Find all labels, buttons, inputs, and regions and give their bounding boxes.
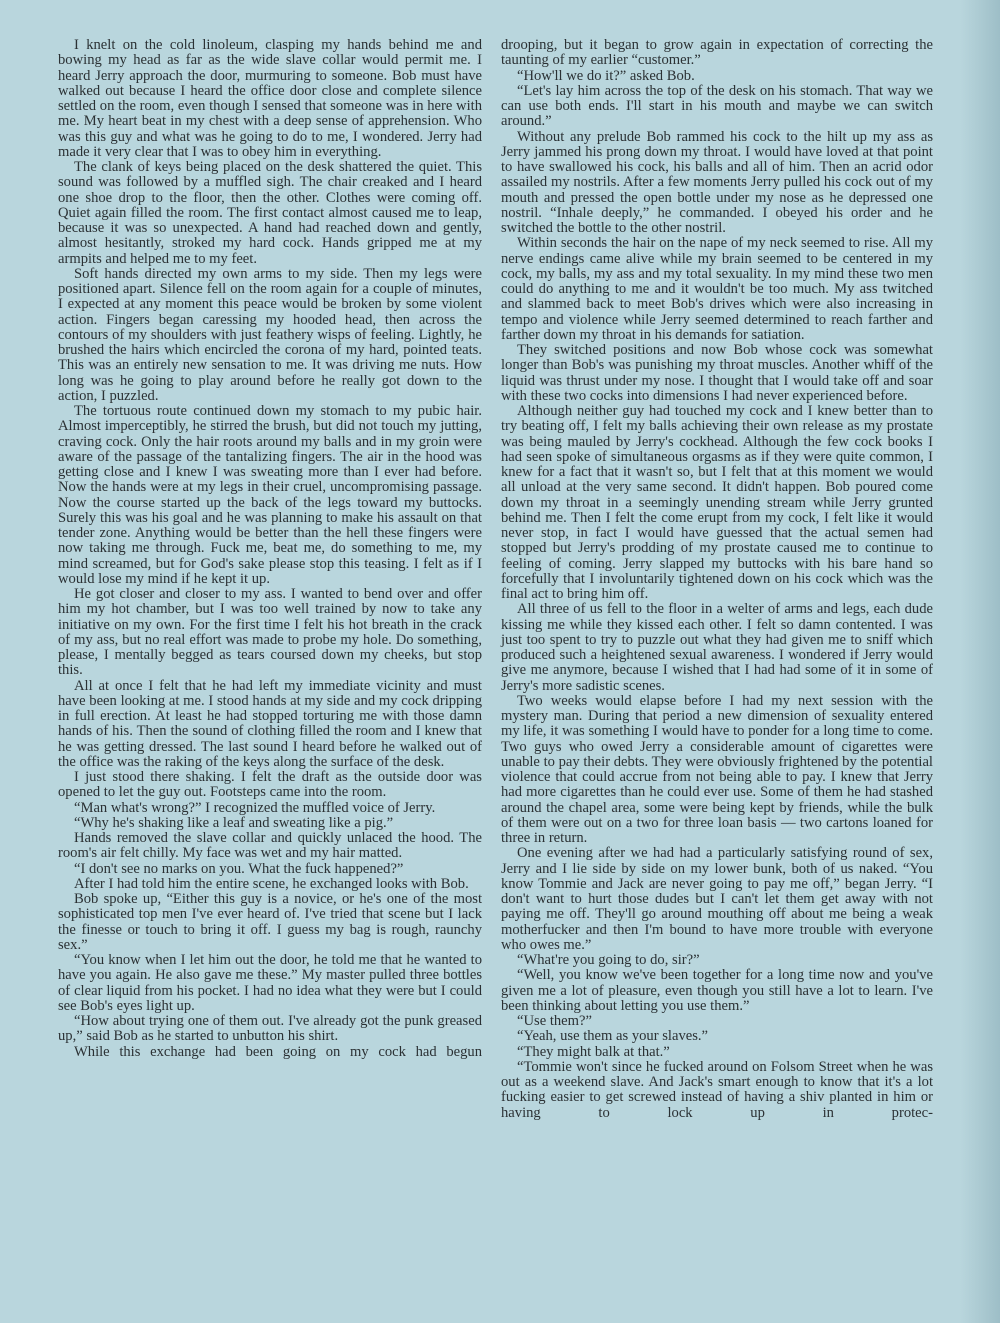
paragraph: “What're you going to do, sir?” <box>517 952 700 968</box>
paragraph: After I had told him the entire scene, he exchanged looks with Bob. <box>74 875 469 892</box>
paragraph: Within seconds the hair on the nape of my neck seemed to rise. All my nerve endings came alive while my brain seemed to be centered in my cock, my balls, my ass and my total sexuality. In my mind these two men could do anything to me and it wouldn't be too much. My ass twitched and slammed back to meet Bob's drives which were also increasing in tempo and violence while Jerry seemed determined to reach farther and farther down my throat in his demands for satiation. <box>501 235 933 343</box>
paragraph: “Man what's wrong?” I recognized the muffled voice of Jerry. <box>74 799 436 816</box>
paragraph: They switched positions and now Bob whose cock was somewhat longer than Bob's was punishing my throat muscles. Another whiff of the liquid was thrust under my nose. I thought that I would take off and soar with these two cocks into dimensions I had never experienced before. <box>501 342 933 404</box>
page-edge-shadow <box>960 0 1000 1323</box>
paragraph: The tortuous route continued down my stomach to my pubic hair. Almost imperceptibly, he stirred the brush, but did not touch my jutting, craving cock. Only the hair roots around my balls and in my groin were aware of the passage of the tantalizing fingers. The air in the hood was getting close and I knew I was sweating more than I ever had before. Now the hands were at my legs in their cruel, uncompromising passage. Now the course started up the back of the legs toward my buttocks. Surely this was his goal and he was planning to make his assault on that tender zone. Anything would be better than the hell these fingers were now taking me through. Fuck me, beat me, do something to me, my mind screamed, but for God's sake please stop this teasing. I felt as if I would lose my mind if he kept it up. <box>58 403 482 587</box>
paragraph: “You know when I let him out the door, he told me that he wanted to have you again. He also gave me these.” My master pulled three bottles of clear liquid from his pocket. I had no idea what they were but I could see Bob's eyes light up. <box>58 952 482 1014</box>
right-text-column <box>501 38 933 1121</box>
paragraph: “They might balk at that.” <box>517 1043 670 1060</box>
paragraph: Bob spoke up, “Either this guy is a novice, or he's one of the most sophisticated top men I've ever heard of. I've tried that scene but I lack the finesse or touch to bring it off. I guess my bag is rough, raunchy sex.” <box>58 891 482 953</box>
paragraph: He got closer and closer to my ass. I wanted to bend over and offer him my hot chamber, but I was too well trained by now to take any initiative on my own. For the first time I felt his hot breath in the crack of my ass, but no real effort was made to probe my hole. Do something, please, I mentally begged as tears coursed down my cheeks, but stop this. <box>58 586 482 679</box>
paragraph: “Use them?” <box>517 1013 592 1029</box>
paragraph: Without any prelude Bob rammed his cock to the hilt up my ass as Jerry jammed his prong down my throat. I would have loved at that point to have swallowed his cock, his balls and all of him. Then an acrid odor assailed my nostrils. After a few moments Jerry pulled his cock out of my mouth and pressed the open bottle under my nose as he depressed one nostril. “Inhale deeply,” he commanded. I obeyed his order and he switched the bottle to the other nostril. <box>501 128 933 236</box>
paragraph: All at once I felt that he had left my immediate vicinity and must have been looking at me. I stood hands at my side and my cock dripping in full erection. At least he had stopped torturing me with those damn hands of his. Then the sound of clothing filled the room and I knew that he was getting dressed. The last sound I heard before he walked out of the office was the raking of the keys along the surface of the desk. <box>58 677 482 770</box>
paragraph: The clank of keys being placed on the desk shattered the quiet. This sound was followed by a muffled sigh. The chair creaked and I heard one shoe drop to the floor, then the other. Clothes were coming off. Quiet again filled the room. The first contact almost caused me to leap, because it was so unexpected. A hand had reached down and gently, almost hesitantly, stroked my hard cock. Hands gripped me at my armpits and helped me to my feet. <box>58 159 482 267</box>
paragraph: All three of us fell to the floor in a welter of arms and legs, each dude kissing me while they kissed each other. I felt so damn contented. I was just too spent to try to puzzle out what they had given me to sniff which produced such a heightened sexual awareness. I wondered if Jerry would give me anymore, because I wished that I had had some of it in some of Jerry's more sadistic scenes. <box>501 601 933 694</box>
paragraph: Although neither guy had touched my cock and I knew better than to try beating off, I felt my balls achieving their own release as my prostate was being mauled by Jerry's cockhead. Although the few cock books I had seen spoke of simultaneous orgasms as if they were quite common, I knew for a fact that it wasn't so, but I felt that at this moment we would all unload at the very same second. It didn't happen. Bob poured come down my throat in a seemingly unending stream while Jerry grunted behind me. Then I felt the come erupt from my cock, I felt like it would never stop, in fact I would have guessed that the actual semen had stopped but Jerry's prodding of my prostate caused me to continue to feeling of coming. Jerry slapped my buttocks with his bare hand so forcefully that I involuntarily tightened down on his cock which was the final act to bring him off. <box>501 403 933 602</box>
paragraph: One evening after we had had a particularly satisfying round of sex, Jerry and I lie side by side on my lower bunk, both of us naked. “You know Tommie and Jack are never going to pay me off,” began Jerry. “I don't want to hurt those dudes but I can't let them get away with not paying me off. They'll go around mouthing off about me being a weak motherfucker and then I'm bound to have more trouble with everyone who owes me.” <box>501 845 933 953</box>
paragraph: “I don't see no marks on you. What the fuck happened?” <box>74 860 404 877</box>
paragraph: Soft hands directed my own arms to my side. Then my legs were positioned apart. Silence fell on the room again for a couple of minutes, I expected at any moment this peace would be broken by some violent action. Fingers began caressing my hooded head, then across the contours of my shoulders with just feathery wisps of feeling. Lightly, he brushed the hairs which encircled the corona of my hard, pointed teats. This was an entirely new sensation to me. It was driving me nuts. How long was he going to play around before he really got down to the action, I puzzled. <box>58 265 482 404</box>
paragraph: drooping, but it began to grow again in expectation of correcting the taunting of my earlier “customer.” <box>501 37 933 69</box>
paragraph: I knelt on the cold linoleum, clasping my hands behind me and bowing my head as far as the wide slave collar would permit me. I heard Jerry approach the door, murmuring to someone. Bob must have walked out because I heard the office door close and complete silence settled on the room, even though I sensed that someone was in here with me. My heart beat in my chest with a deep sense of apprehension. Who was this guy and what was he going to do to me, I wondered. Jerry had made it very clear that I was to obey him in everything. <box>58 37 482 160</box>
paragraph: “Why he's shaking like a leaf and sweating like a pig.” <box>74 814 394 831</box>
paragraph: I just stood there shaking. I felt the draft as the outside door was opened to let the guy out. Footsteps came into the room. <box>58 769 482 801</box>
paragraph: Hands removed the slave collar and quickly unlaced the hood. The room's air felt chilly. My face was wet and my hair matted. <box>58 830 482 862</box>
paragraph: “Well, you know we've been together for a long time now and you've given me a lot of pleasure, even though you still have a lot to learn. I've been thinking about letting you use them.” <box>501 967 933 1014</box>
paragraph: “Yeah, use them as your slaves.” <box>517 1028 709 1045</box>
paragraph: While this exchange had been going on my cock had begun <box>74 1043 482 1060</box>
paragraph: Two weeks would elapse before I had my next session with the mystery man. During that period a new dimension of sexuality entered my life, it was something I would have to ponder for a long time to come. Two guys who owed Jerry a considerable amount of cigarettes were unable to pay their debts. They were obviously frightened by the potential violence that could accrue from not being able to pay. I knew that Jerry had more cigarettes than he could ever use. Some of them he had stashed around the chapel area, some were being kept by friends, while the bulk of them were out on a two for three loan basis — two cartons loaned for three in return. <box>501 692 933 846</box>
paragraph: “How'll we do it?” asked Bob. <box>517 67 695 84</box>
left-text-column <box>58 38 482 1060</box>
paragraph: “Tommie won't since he fucked around on Folsom Street when he was out as a weekend slave. And Jack's smart enough to know that it's a lot fucking easier to get screwed instead of having a shiv planted in him or having to lock up in protec- <box>501 1058 933 1121</box>
paragraph: “How about trying one of them out. I've already got the punk greased up,” said Bob as he started to unbutton his shirt. <box>58 1013 482 1045</box>
paragraph: “Let's lay him across the top of the desk on his stomach. That way we can use both ends. I'll start in his mouth and maybe we can switch around.” <box>501 82 933 130</box>
